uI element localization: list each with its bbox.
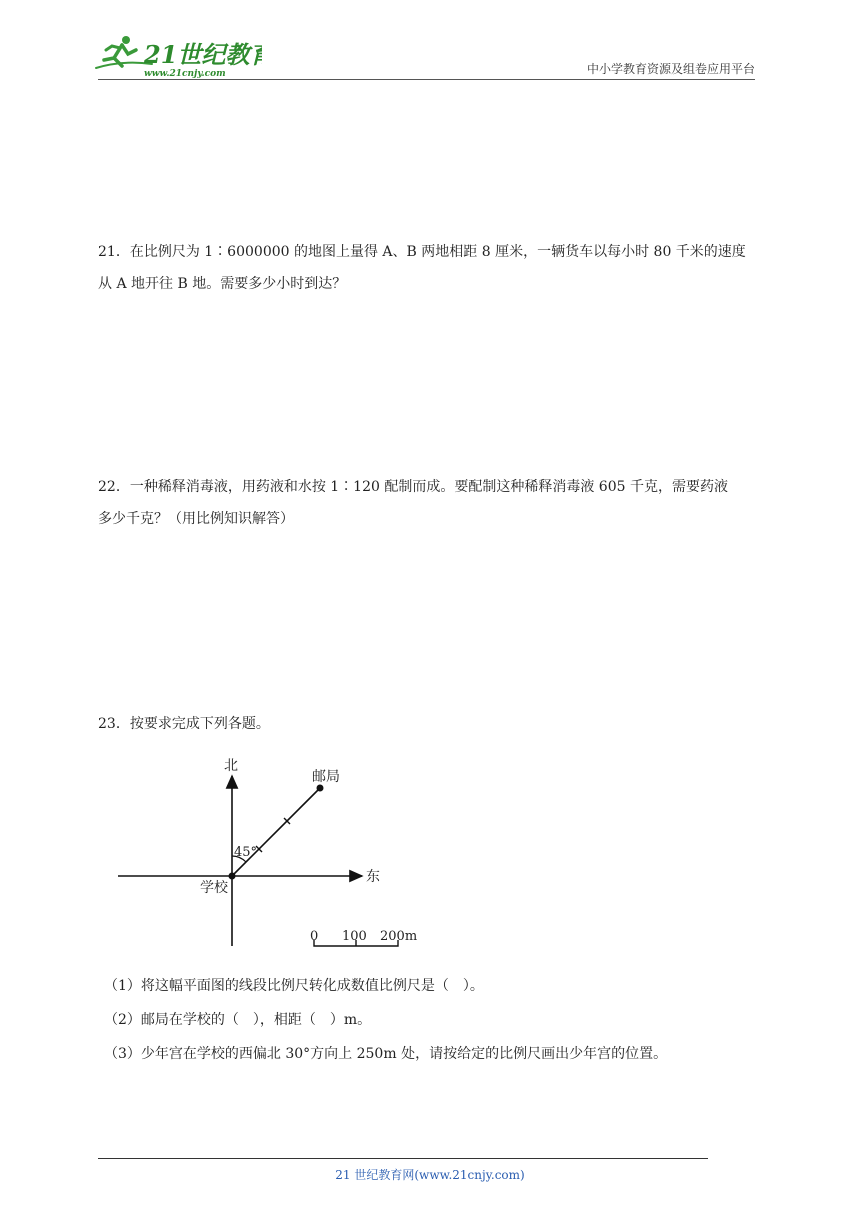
footer-divider — [98, 1158, 708, 1159]
sub-question-2: （2）邮局在学校的（ ），相距（ ）m。 — [104, 1012, 372, 1028]
platform-title: 中小学教育资源及组卷应用平台 — [586, 62, 755, 76]
route-line — [232, 788, 320, 876]
logo-text: 21世纪教育 — [144, 40, 262, 69]
question-number: 23． — [98, 716, 130, 732]
school-label: 学校 — [200, 880, 228, 896]
scale-label-100: 100 — [342, 929, 367, 944]
logo-url: www.21cnjy.com — [144, 69, 226, 79]
post-office-point — [317, 785, 324, 792]
question-21-line1: 21．在比例尺为 1∶6000000 的地图上量得 A、B 两地相距 8 厘米，一辆货车以每小时 80 千米的速度 — [98, 244, 746, 260]
post-office-label: 邮局 — [312, 769, 340, 785]
north-label: 北 — [224, 758, 238, 774]
question-number: 22． — [98, 479, 130, 495]
question-21-line2: 从 A 地开往 B 地。需要多少小时到达？ — [98, 276, 347, 292]
scale-label-0: 0 — [310, 929, 319, 944]
sub-question-3: （3）少年宫在学校的西偏北 30°方向上 250m 处，请按给定的比例尺画出少年宫的位置。 — [104, 1046, 668, 1062]
question-23-line1: 23．按要求完成下列各题。 — [98, 716, 270, 732]
sub-question-1: （1）将这幅平面图的线段比例尺转化成数值比例尺是（ ）。 — [104, 978, 484, 994]
east-label: 东 — [366, 869, 380, 885]
angle-label: 45° — [234, 845, 258, 860]
question-22-line1: 22．一种稀释消毒液，用药液和水按 1∶120 配制而成。要配制这种稀释消毒液 605 千克，需要药液 — [98, 479, 728, 495]
scale-label-200: 200m — [380, 929, 418, 944]
footer-text: 21 世纪教育网(www.21cnjy.com) — [335, 1168, 525, 1182]
school-point — [229, 873, 236, 880]
question-number: 21． — [98, 244, 130, 260]
question-22-line2: 多少千克？（用比例知识解答） — [98, 511, 294, 527]
